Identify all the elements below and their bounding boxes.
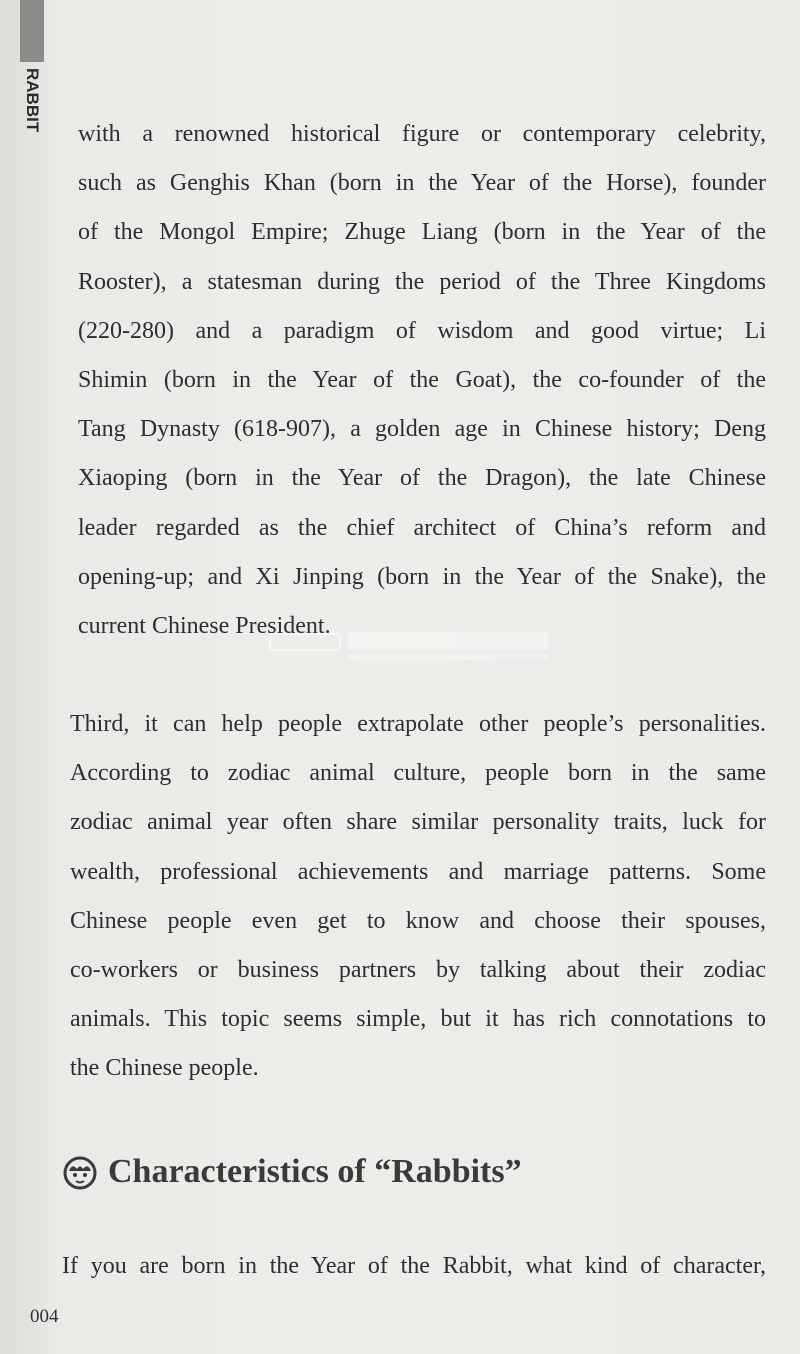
text-line: with a renowned historical figure or contemporary celebrity, (78, 121, 766, 147)
section-title: Characteristics of “Rabbits” (108, 1153, 522, 1190)
chapter-tab-label: RABBIT (23, 68, 42, 133)
text-line: Chinese people even get to know and choose their spouses, (70, 907, 766, 934)
text-line: Tang Dynasty (618-907), a golden age in Chinese history; Deng (78, 416, 766, 443)
chapter-tab-bar (20, 0, 44, 62)
paragraph-personalities (70, 700, 766, 1094)
text-line: (220-280) and a paradigm of wisdom and good virtue; Li (78, 317, 766, 344)
text-line: opening-up; and Xi Jinping (born in the Year of the Snake), the (78, 563, 766, 590)
page-number: 004 (30, 1306, 59, 1327)
text-line: current Chinese President. (78, 613, 331, 640)
text-line: co-workers or business partners by talking about their zodiac (70, 957, 766, 984)
text-line: leader regarded as the chief architect of China’s reform and (78, 514, 766, 541)
text-line: of the Mongol Empire; Zhuge Liang (born in the Year of the (78, 219, 766, 246)
text-line: animals. This topic seems simple, but it has rich connotations to (70, 1006, 766, 1033)
rabbit-face-icon (62, 1154, 98, 1190)
paragraph-celebrities (78, 110, 766, 651)
text-line: Third, it can help people extrapolate other people’s personalities. (70, 711, 766, 737)
text-line: wealth, professional achievements and marriage patterns. Some (70, 858, 766, 885)
text-line: such as Genghis Khan (born in the Year of the Horse), founder (78, 170, 766, 197)
text-line: zodiac animal year often share similar personality traits, luck for (70, 809, 766, 836)
text-line: Rooster), a statesman during the period of the Three Kingdoms (78, 268, 766, 295)
text-line: the Chinese people. (70, 1055, 259, 1082)
section-heading (62, 1146, 762, 1198)
text-line: Shimin (born in the Year of the Goat), the co-founder of the (78, 367, 766, 394)
text-line: According to zodiac animal culture, people born in the same (70, 760, 766, 787)
text-line: Xiaoping (born in the Year of the Dragon), the late Chinese (78, 465, 766, 492)
paragraph-intro-rabbit: If you are born in the Year of the Rabbit, what kind of character, (62, 1253, 766, 1279)
